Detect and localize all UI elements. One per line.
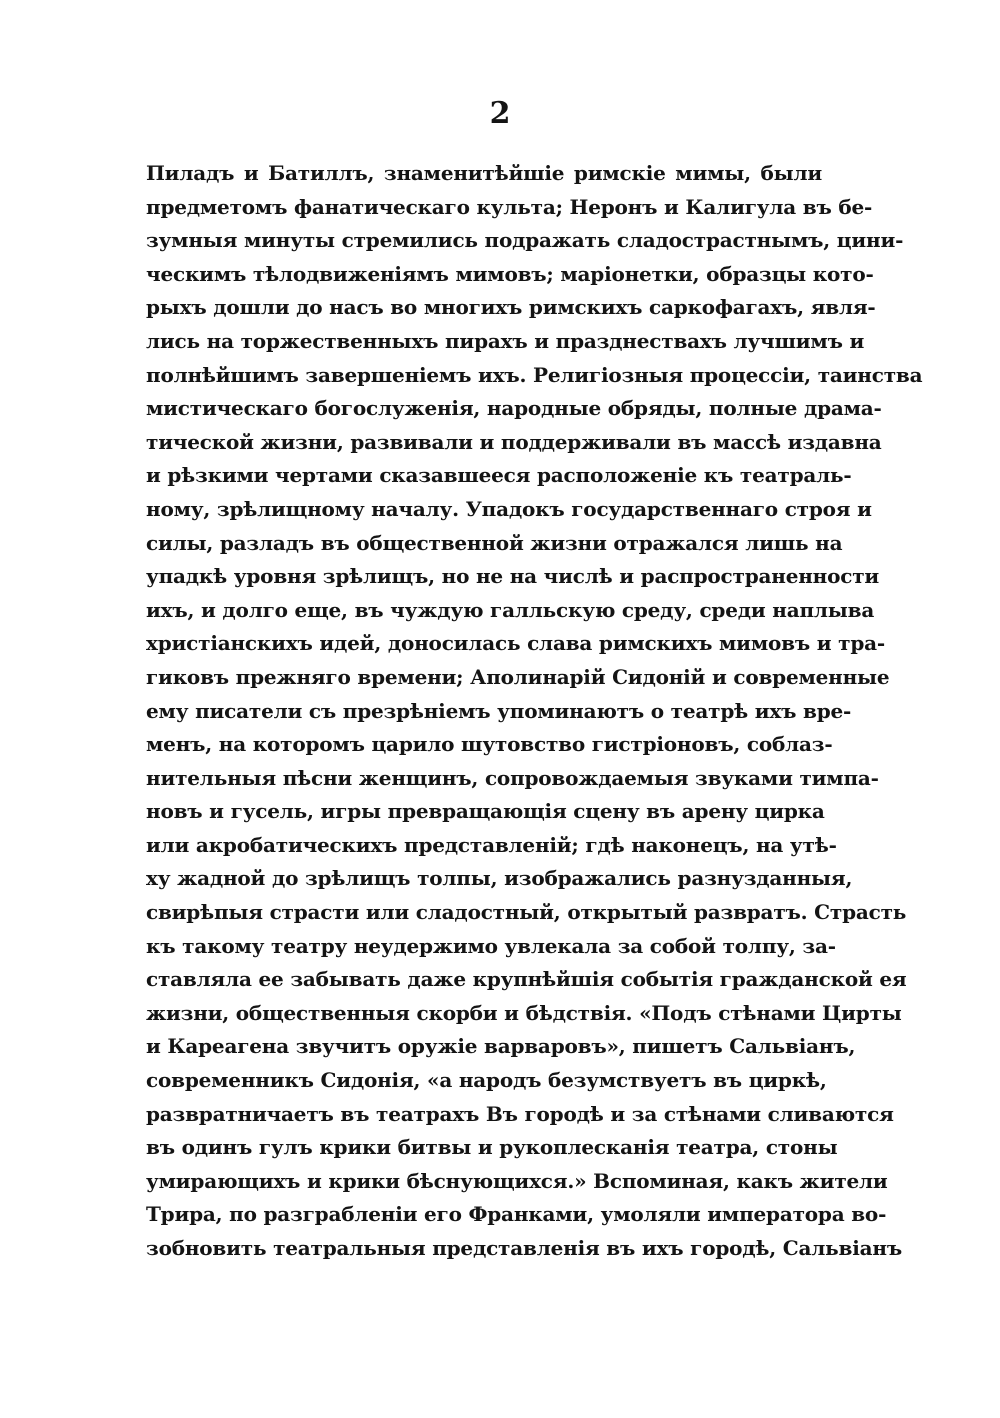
text-line: свирѣпыя страсти или сладостный, открытый развратъ. Страсть (146, 900, 907, 925)
text-line: Пиладъ и Батиллъ, знаменитѣйшіе римскіе мимы, были (146, 161, 822, 185)
text-line: въ одинъ гулъ крики битвы и рукоплесканія театра, стоны (146, 1135, 838, 1160)
text-line: гиковъ прежняго времени; Аполинарій Сидоній и современные (146, 664, 890, 689)
text-line: предметомъ фанатическаго культа; Неронъ и Калигула въ бе- (146, 194, 873, 219)
text-line: или акробатическихъ представленій; гдѣ наконецъ, на утѣ- (146, 832, 837, 857)
text-line: современникъ Сидонія, «а народъ безумствуетъ въ циркѣ, (146, 1068, 827, 1093)
text-line: и рѣзкими чертами сказавшееся расположеніе къ театраль- (146, 463, 852, 488)
text-line: тической жизни, развивали и поддерживали въ массѣ издавна (146, 429, 882, 454)
text-line: зобновить театральныя представленія въ ихъ городѣ, Сальвіанъ (146, 1236, 902, 1260)
text-line: рыхъ дошли до насъ во многихъ римскихъ саркофагахъ, явля- (146, 295, 876, 320)
text-line: лись на торжественныхъ пирахъ и празднествахъ лучшимъ и (146, 328, 865, 353)
text-line: ставляла ее забывать даже крупнѣйшія событія гражданской ея (146, 967, 907, 992)
text-line: и Кареагена звучитъ оружіе варваровъ», пишетъ Сальвіанъ, (146, 1034, 856, 1059)
text-line: развратничаетъ въ театрахъ Въ городѣ и за стѣнами сливаются (146, 1101, 894, 1126)
text-line: новъ и гусель, игры превращающія сцену въ арену цирка (146, 799, 825, 824)
text-line: ному, зрѣлищному началу. Упадокъ государственнаго строя и (146, 496, 872, 521)
page-number: 2 (489, 96, 511, 131)
text-line: упадкѣ уровня зрѣлищъ, но не на числѣ и распространенности (146, 564, 880, 589)
text-line: жизни, общественныя скорби и бѣдствія. «Подъ стѣнами Цирты (146, 1000, 902, 1025)
text-line: полнѣйшимъ завершеніемъ ихъ. Религіозныя процессіи, таинства (146, 362, 923, 387)
text-line: ему писатели съ презрѣніемъ упоминаютъ о театрѣ ихъ вре- (146, 698, 852, 723)
text-line: силы, разладъ въ общественной жизни отражался лишь на (146, 530, 843, 555)
text-line: ческимъ тѣлодвиженіямъ мимовъ; маріонетки, образцы кото- (146, 261, 874, 286)
text-line: умирающихъ и крики бѣснующихся.» Вспоминая, какъ жители (146, 1168, 888, 1193)
text-line: Трира, по разграбленіи его Франками, умоляли императора во- (146, 1202, 887, 1227)
text-line: зумныя минуты стремились подражать сладострастнымъ, цини- (146, 228, 904, 253)
text-line: мистическаго богослуженія, народные обряды, полные драма- (146, 396, 882, 421)
text-line: къ такому театру неудержимо увлекала за собой толпу, за- (146, 933, 836, 958)
text-line: менъ, на которомъ царило шутовство гистріоновъ, соблаз- (146, 732, 833, 757)
text-line: ху жадной до зрѣлищъ толпы, изображались разнузданныя, (146, 866, 853, 891)
body-text (146, 157, 923, 1266)
text-line: ихъ, и долго еще, въ чуждую галльскую среду, среди наплыва (146, 597, 875, 622)
text-line: нительныя пѣсни женщинъ, сопровождаемыя звуками тимпа- (146, 765, 879, 790)
text-line: христіанскихъ идей, доносилась слава римскихъ мимовъ и тра- (146, 631, 885, 656)
